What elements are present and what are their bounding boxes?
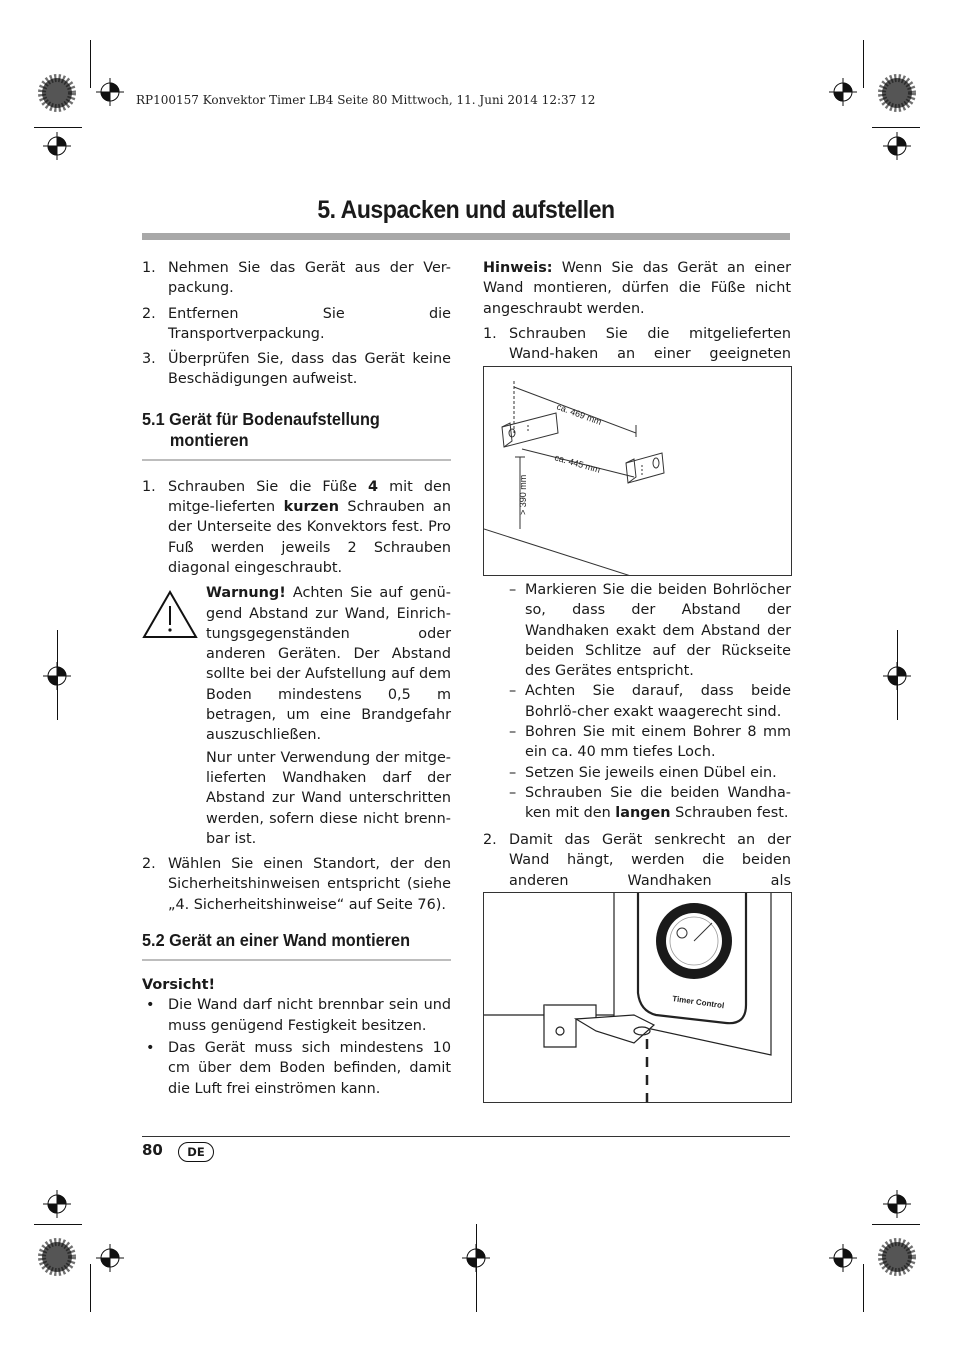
section-heading-5-1: 5.1 Gerät für Bodenaufstellung montieren [142,408,380,450]
section-rule [142,459,451,461]
warning-block [142,583,451,849]
list-item: 2. Wählen Sie einen Standort, der den Sicherheitshinweisen entspricht (siehe „4. Sicherheitshinweise“ auf Seite 76). [142,856,451,913]
dash-item: – Achten Sie darauf, dass beide Bohrlö-cher exakt waagerecht sind. [509,683,791,720]
list-item: 1. Schrauben Sie die mitgelieferten Wand-haken an einer geeigneten [483,325,791,363]
dash-item: – Markieren Sie die beiden Bohrlöcher so, dass der Abstand der Wandhaken exakt dem Abstand der beiden Schlitze auf der Rückseite des Gerätes entspricht. [509,582,791,680]
title-rule [142,233,790,240]
dash-item: – Bohren Sie mit einem Bohrer 8 mm ein ca. 40 mm tiefes Loch. [509,724,791,761]
note-text: Hinweis: Wenn Sie das Gerät an einer Wand montieren, dürfen die Füße nicht angeschraubt werden. [483,260,791,317]
caution-label: Vorsicht! [142,977,216,994]
figure-wall-hooks [483,366,792,576]
warning-triangle-icon [142,589,198,639]
spacer-hook-diagram [484,893,791,1102]
dimension-label-top: ca. 469 mm [555,401,603,427]
figure-spacer-hook [483,892,792,1103]
dimension-label-mid: ca. 445 mm [553,452,602,475]
bullet-item: • Das Gerät muss sich mindestens 10 cm über dem Boden befinden, damit die Luft frei einströmen kann. [146,1039,451,1097]
list-item: 3. Überprüfen Sie, dass das Gerät keine Beschädigungen aufweist. [142,351,451,388]
section-rule [142,959,451,961]
footer-rule [142,1136,790,1137]
left-column [142,258,451,1101]
warning-text-2: Nur unter Verwendung der mitge-lieferten Wandhaken darf der Abstand zur Wand unterschritten werden, sofern diese nicht brenn-bar ist. [206,749,451,847]
dash-item: – Setzen Sie jeweils einen Dübel ein. [509,764,777,781]
dash-item: – Schrauben Sie die beiden Wandha-ken mit den langen Schrauben fest. [509,784,791,822]
registration-target-icon [96,78,124,106]
section-heading-5-2: 5.2 Gerät an einer Wand montieren [142,930,411,951]
page-number: 80 [142,1141,163,1159]
list-item: 1. Nehmen Sie das Gerät aus der Ver-packung. [142,260,451,297]
list-item: 2. Damit das Gerät senkrecht an der Wand hängt, werden die beiden anderen Wandhaken als [483,832,791,889]
page-title: 5. Auspacken und aufstellen [317,196,615,224]
list-item: 1. Schrauben Sie die Füße 4 mit den mitge-lieferten kurzen Schrauben an der Unterseite des Konvektors fest. Pro Fuß werden jeweils 2 Schrauben diagonal eingeschraubt. [142,478,451,576]
wall-hook-diagram [484,367,791,575]
bullet-item: • Die Wand darf nicht brennbar sein und muss genügend Festigkeit besitzen. [146,997,451,1034]
language-badge: DE [178,1142,214,1162]
warning-text: Warnung! Achten Sie auf genü-gend Abstand zur Wand, Einrich-tungsgegenständen oder anderen Geräten. Der Abstand sollte bei der Aufstellung auf dem Boden mindestens 0,5 m betragen, um eine Brandgefahr auszuschließen. [206,585,451,744]
list-item: 2. Entfernen Sie die Transportverpackung. [142,305,451,342]
print-header: RP100157 Konvektor Timer LB4 Seite 80 Mittwoch, 11. Juni 2014 12:37 12 [136,93,596,107]
timer-control-label: Timer Control [671,994,725,1011]
timer-dial-icon [656,903,732,979]
dimension-label-side: > 390 mm [518,474,528,515]
dash-list [509,580,791,824]
